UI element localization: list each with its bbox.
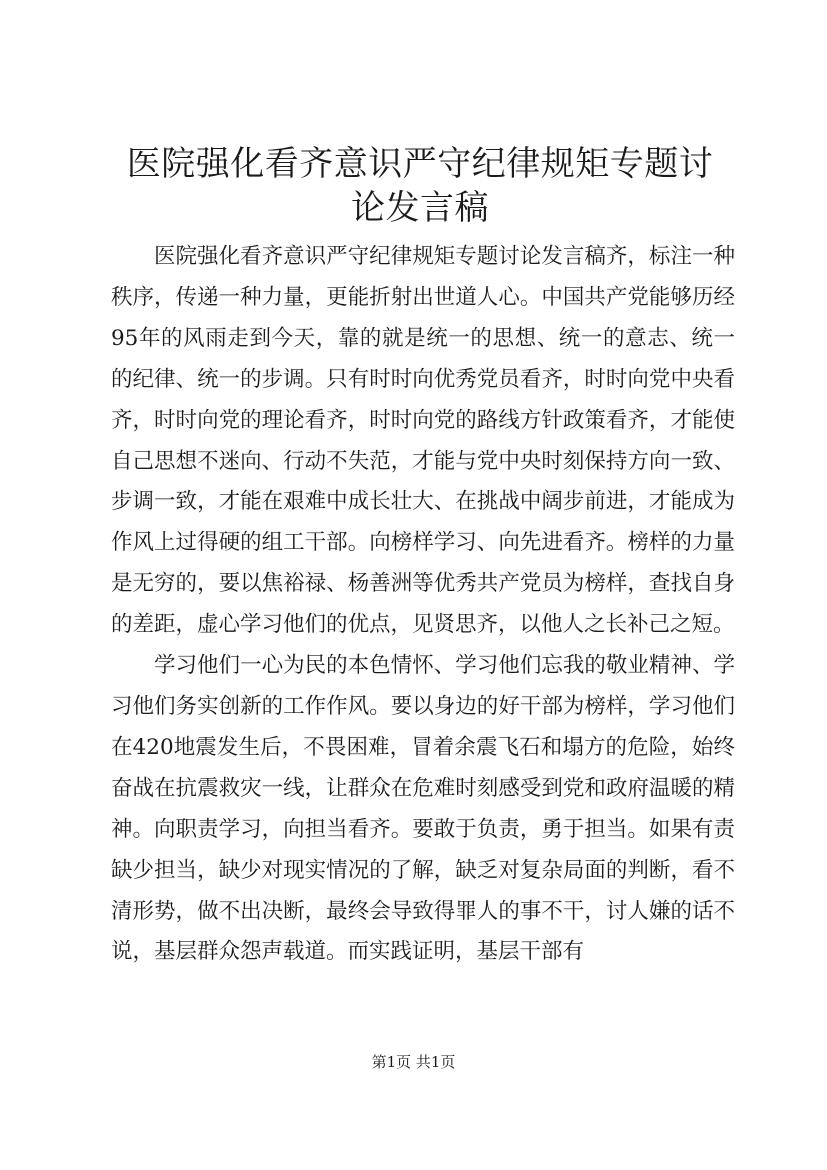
page-footer: 第1页 共1页 (371, 1053, 456, 1071)
document-title: 医院强化看齐意识严守纪律规矩专题讨论发言稿 (126, 144, 714, 228)
body-paragraph-2: 学习他们一心为民的本色情怀、学习他们忘我的敬业精神、学习他们务实创新的工作作风。要以身边的好干部为榜样，学习他们在420地震发生后，不畏困难，冒着余震飞石和塌方的危险，始终奋战在抗震救灾一线，让群众在危难时刻感受到党和政府温暖的精神。向职责学习，向担当看齐。要敢于负责，勇于担当。如果有责缺少担当，缺少对现实情况的了解，缺乏对复杂局面的判断，看不清形势，做不出决断，最终会导致得罪人的事不干，讨人嫌的话不说，基层群众怨声载道。而实践证明，基层干部有 (111, 653, 735, 965)
body-paragraph-1: 医院强化看齐意识严守纪律规矩专题讨论发言稿齐，标注一种秩序，传递一种力量，更能折射出世道人心。中国共产党能够历经95年的风雨走到今天，靠的就是统一的思想、统一的意志、统一的纪律、统一的步调。只有时时向优秀党员看齐，时时向党中央看齐，时时向党的理论看齐，时时向党的路线方针政策看齐，才能使自己思想不迷向、行动不失范，才能与党中央时刻保持方向一致、步调一致，才能在艰难中成长壮大、在挑战中阔步前进，才能成为作风上过得硬的组工干部。向榜样学习、向先进看齐。榜样的力量是无穷的，要以焦裕禄、杨善洲等优秀共产党员为榜样，查找自身的差距，虚心学习他们的优点，见贤思齐，以他人之长补己之短。 (111, 244, 735, 638)
document-body (111, 237, 735, 973)
